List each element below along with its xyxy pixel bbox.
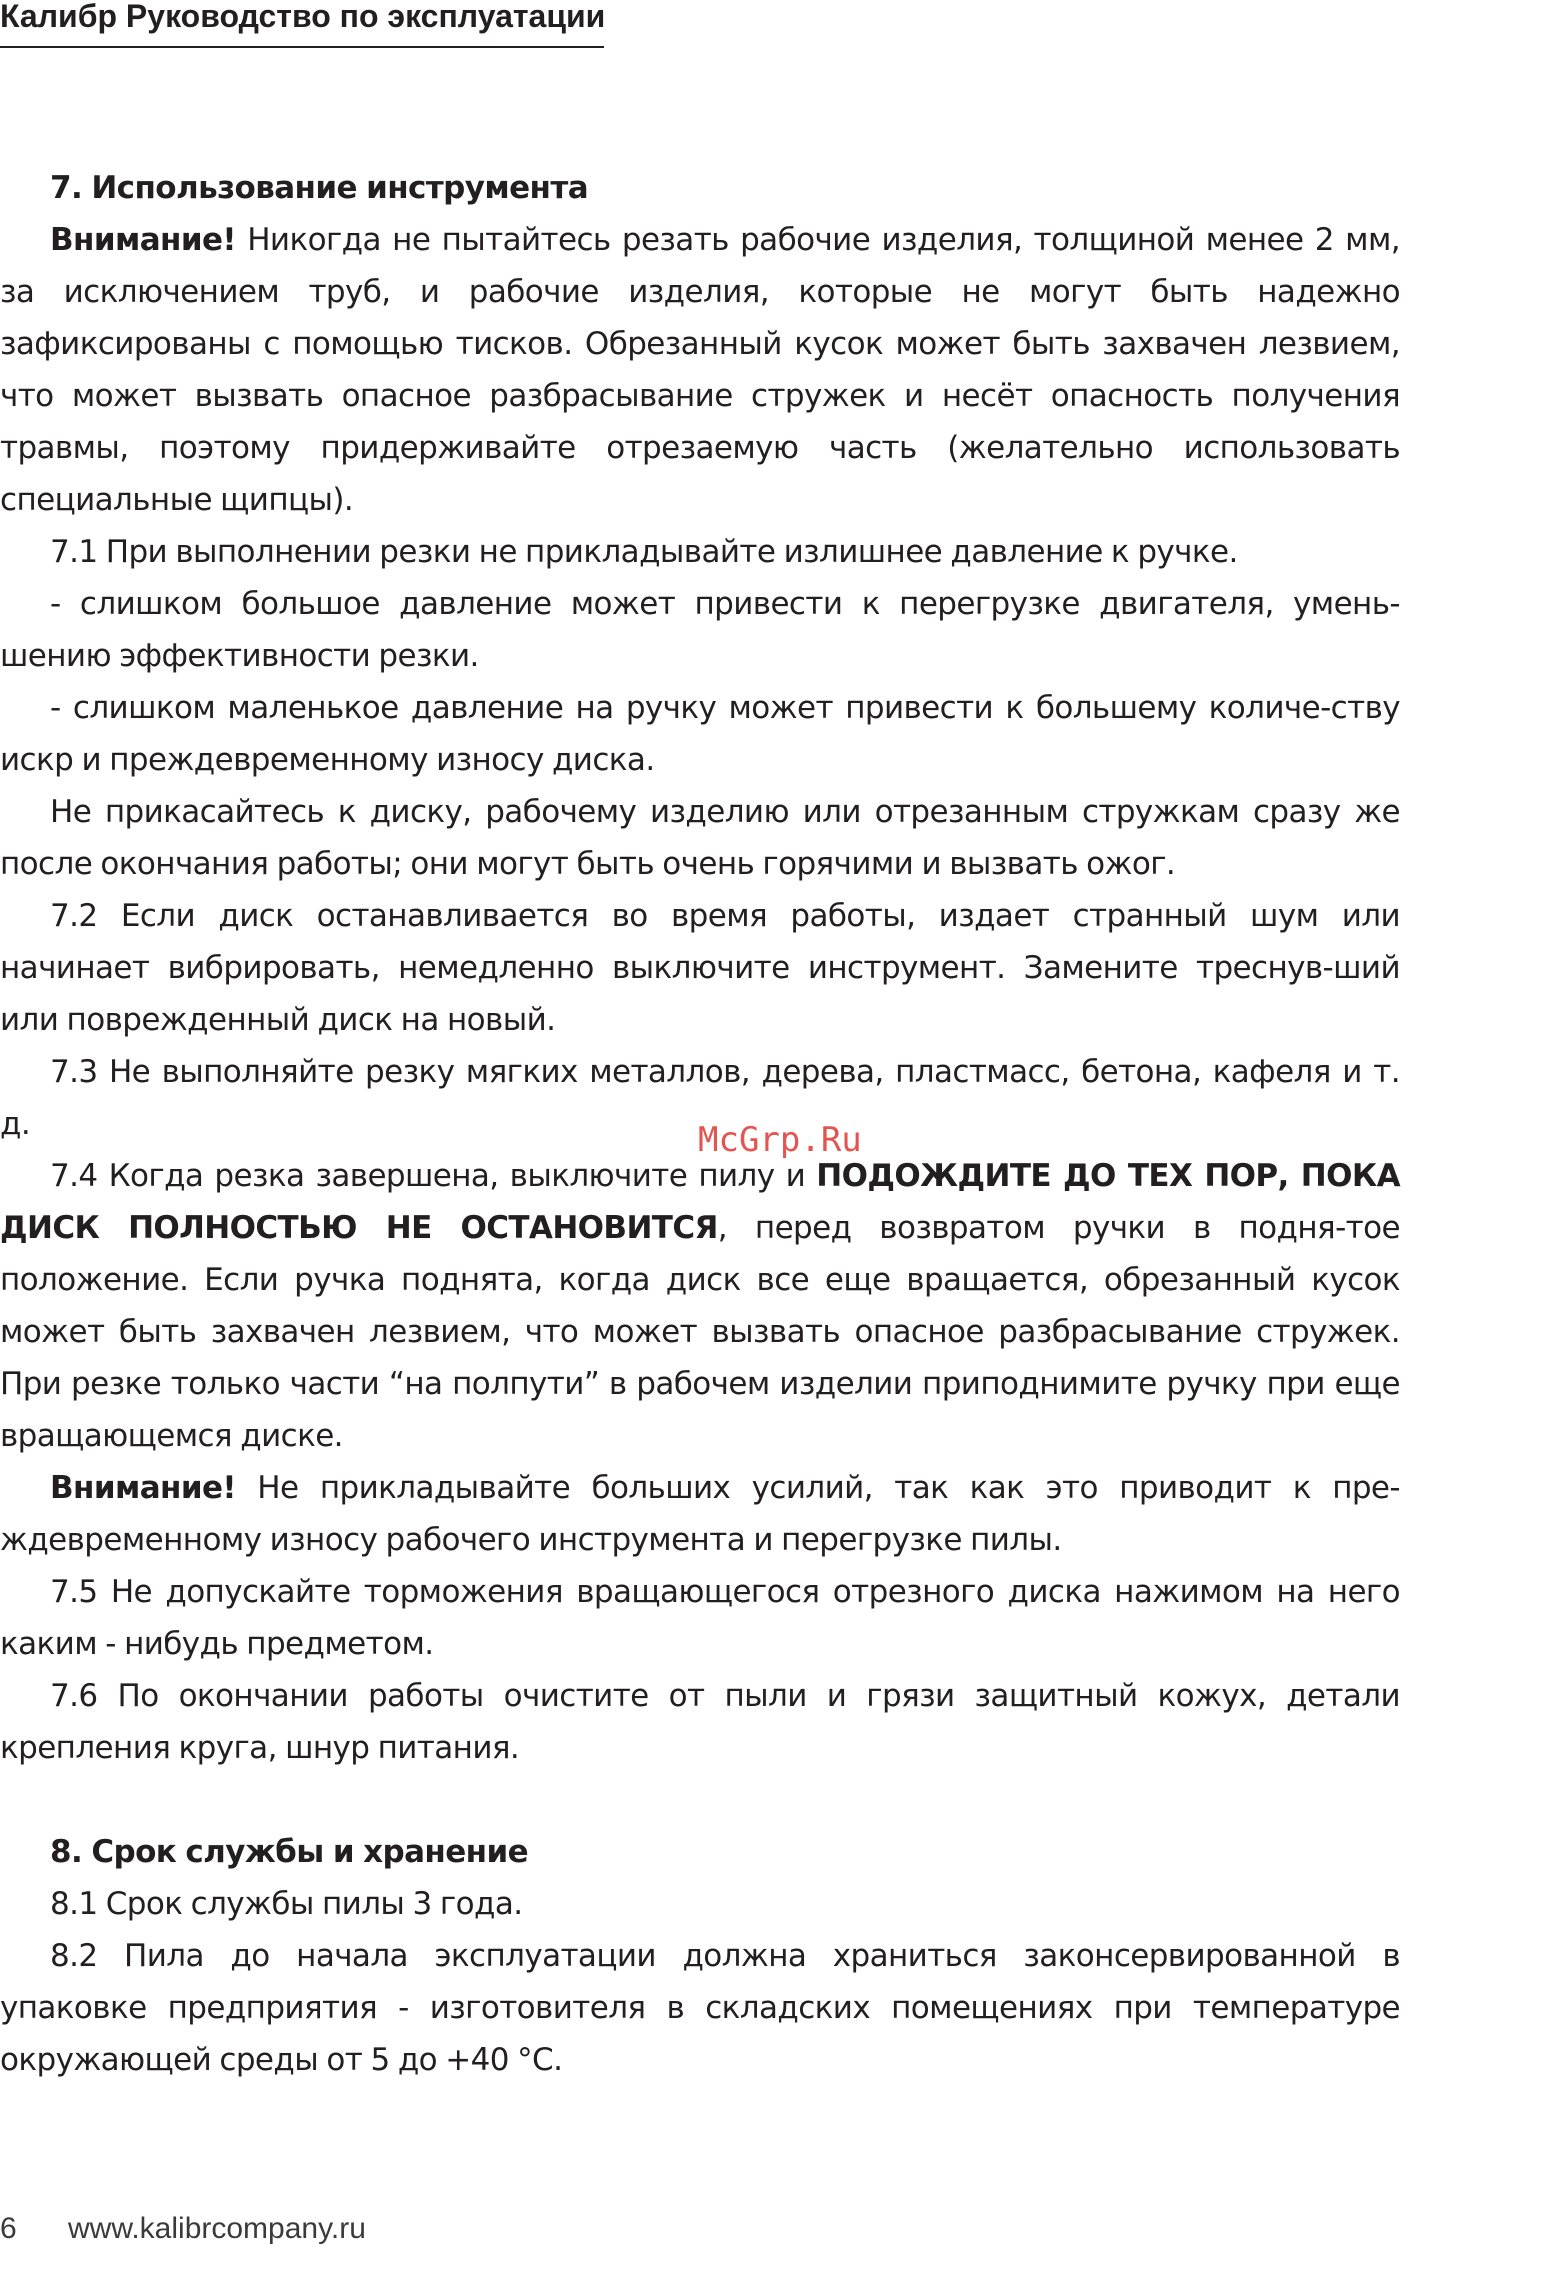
paragraph-7-6: 7.6 По окончании работы очистите от пыли и грязи защитный кожух, детали крепления круга, шнур питания. [0, 1678, 1400, 1766]
section-7-heading: 7. Использование инструмента [50, 170, 589, 206]
paragraph-7-4 [0, 1150, 1400, 1462]
header-title: Калибр Руководство по эксплуатации [0, 0, 606, 34]
website-link[interactable]: www.kalibrcompany.ru [68, 2212, 366, 2245]
warning-text-2: Не прикладывайте больших усилий, так как это приводит к пре-ждевременному износу рабочего инструмента и перегрузке пилы. [0, 1470, 1400, 1558]
paragraph-7-5: 7.5 Не допускайте торможения вращающегося отрезного диска нажимом на него каким - нибудь предметом. [0, 1574, 1400, 1662]
watermark: McGrp.Ru [698, 1120, 862, 1160]
paragraph-7-3: 7.3 Не выполняйте резку мягких металлов, дерева, пластмасс, бетона, кафеля и т. д. [0, 1054, 1400, 1142]
page-header [0, 0, 604, 48]
paragraph-7-4-start: 7.4 Когда резка завершена, выключите пилу и [50, 1158, 817, 1194]
paragraph-hot-warning: Не прикасайтесь к диску, рабочему изделию или отрезанным стружкам сразу же после окончания работы; они могут быть очень горячими и вызвать ожог. [0, 794, 1400, 882]
paragraph-8-1: 8.1 Срок службы пилы 3 года. [50, 1886, 523, 1922]
paragraph-8-2: 8.2 Пила до начала эксплуатации должна храниться законсервированной в упаковке предприятия - изготовителя в складских помещениях при температуре окружающей среды от 5 до +40 °С. [0, 1938, 1400, 2078]
paragraph-7-1-b: - слишком маленькое давление на ручку может привести к большему количе-ству искр и преждевременному износу диска. [0, 690, 1400, 778]
section-gap [0, 1774, 1400, 1826]
warning-label-2: Внимание! [50, 1470, 236, 1506]
warning-paragraph-2 [0, 1462, 1400, 1566]
warning-text: Никогда не пытайтесь резать рабочие изделия, толщиной менее 2 мм, за исключением труб, и рабочие изделия, которые не могут быть надежно зафиксированы с помощью тисков. Обрезанный кусок может быть захвачен лезвием, что может вызвать опасное разбрасывание стружек и несёт опасность получения травмы, поэтому придерживайте отрезаемую часть (желательно использовать специальные щипцы). [0, 222, 1400, 518]
page-number: 6 [0, 2212, 17, 2245]
paragraph-7-1: 7.1 При выполнении резки не прикладывайте излишнее давление к ручке. [50, 534, 1238, 570]
paragraph-7-4-end: , перед возвратом ручки в подня-тое положение. Если ручка поднята, когда диск все еще вращается, обрезанный кусок может быть захвачен лезвием, что может вызвать опасное разбрасывание стружек. При резке только части “на полпути” в рабочем изделии приподнимите ручку при еще вращающемся диске. [0, 1210, 1400, 1454]
paragraph-7-2: 7.2 Если диск останавливается во время работы, издает странный шум или начинает вибрировать, немедленно выключите инструмент. Замените треснув-ший или поврежденный диск на новый. [0, 898, 1400, 1038]
paragraph-7-1-a: - слишком большое давление может привести к перегрузке двигателя, умень-шению эффективности резки. [0, 586, 1400, 674]
paragraph-7-4-emphasis: ПОДОЖДИТЕ ДО ТЕХ ПОР, ПОКА ДИСК ПОЛНОСТЬЮ НЕ ОСТАНОВИТСЯ [0, 1158, 1400, 1246]
warning-label: Внимание! [50, 222, 236, 258]
section-8-heading: 8. Срок службы и хранение [50, 1834, 529, 1870]
warning-paragraph-1 [0, 214, 1400, 526]
page-footer [0, 2212, 366, 2246]
